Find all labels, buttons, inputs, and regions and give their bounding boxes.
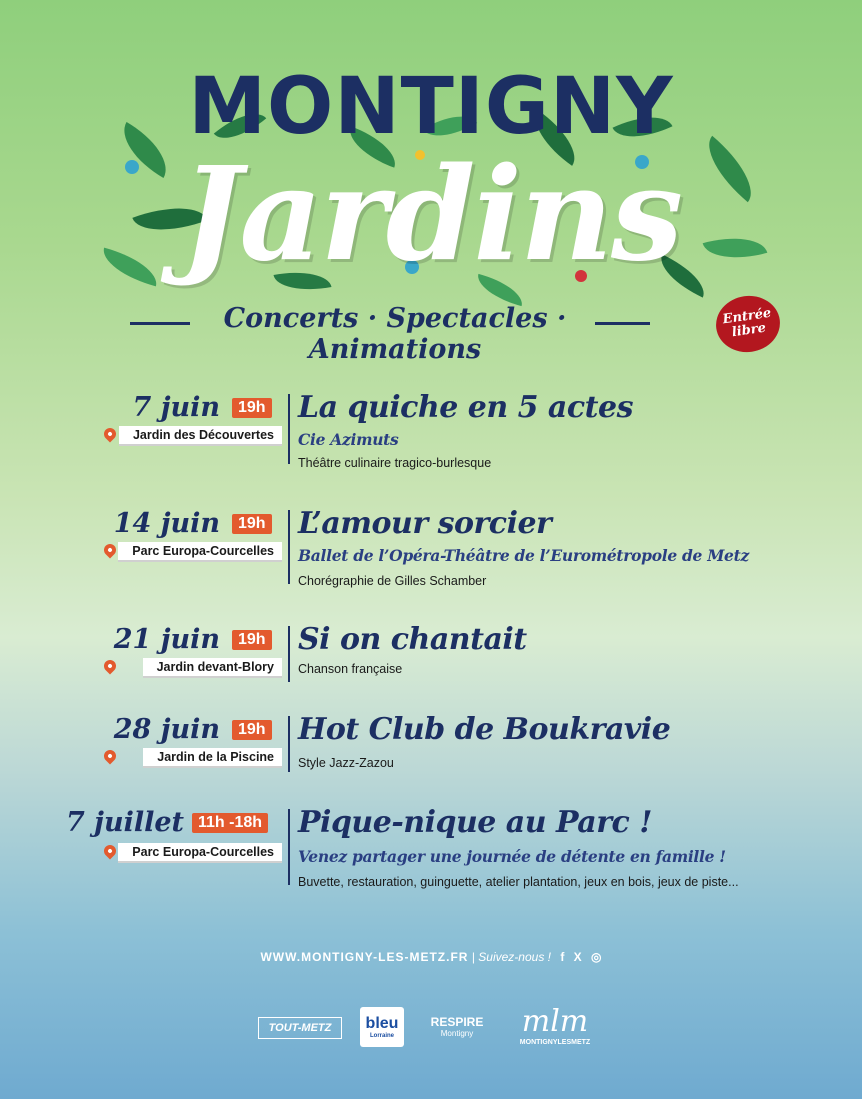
event-divider [288,510,290,584]
event-title: La quiche en 5 actes [298,390,633,425]
event-place: Jardin des Découvertes [119,426,282,446]
event-date: 7 juin [132,392,220,423]
location-pin-icon [102,843,119,860]
location-pin-icon [102,542,119,559]
subtitle: Concerts · Spectacles · Animations [223,303,567,365]
france-bleu-logo [360,1007,404,1047]
website-link[interactable]: WWW.MONTIGNY-LES-METZ.FR [260,950,469,964]
event-subtitle: Venez partager une journée de détente en famille ! [298,847,726,866]
event-item [0,390,862,480]
montigny-les-metz-logo [505,1005,605,1046]
event-date: 21 juin [113,624,220,655]
event-time: 19h [232,720,272,740]
main-title: MONTIGNY [188,62,674,152]
event-description: Style Jazz-Zazou [298,756,394,770]
footer-separator: | [471,950,475,964]
location-pin-icon [102,426,119,443]
respire-montigny-logo [424,1015,490,1038]
france-bleu-wordmark: bleu [365,1015,399,1032]
respire-wordmark: RESPIRE [430,1015,484,1029]
mlm-wordmark: MONTIGNYLESMETZ [519,1039,591,1046]
follow-text: Suivez-nous ! [478,950,551,964]
x-icon[interactable]: X [573,950,582,964]
location-pin-icon [102,658,119,675]
divider-left [130,322,190,325]
event-place: Jardin de la Piscine [143,748,282,768]
brand-title: Jardins [180,140,682,290]
event-divider [288,394,290,464]
partner-logos [0,1005,862,1065]
event-description: Buvette, restauration, guinguette, atelier plantation, jeux en bois, jeux de piste... [298,875,739,889]
event-subtitle: Cie Azimuts [298,430,399,449]
event-title: Hot Club de Boukravie [298,712,671,747]
location-pin-icon [102,748,119,765]
event-divider [288,626,290,682]
event-description: Chanson française [298,662,403,676]
france-bleu-region: Lorraine [369,1033,394,1039]
event-place: Parc Europa-Courcelles [118,843,282,863]
event-date: 28 juin [113,714,220,745]
instagram-icon[interactable]: ◎ [591,950,602,964]
divider-right [595,322,650,325]
event-item [0,622,862,682]
event-place: Parc Europa-Courcelles [118,542,282,562]
mlm-monogram: mlm [521,1004,589,1039]
event-title: L’amour sorcier [298,506,552,541]
event-subtitle: Ballet de l’Opéra-Théâtre de l’Eurométropole de Metz [298,546,749,565]
tout-metz-logo: TOUT-METZ [258,1017,342,1039]
free-entry-badge: Entrée libre [712,292,783,356]
event-time: 19h [232,398,272,418]
event-description: Théâtre culinaire tragico-burlesque [298,456,492,470]
event-divider [288,809,290,885]
footer-links [0,950,862,964]
event-item [0,506,862,596]
event-item [0,805,862,895]
event-title: Si on chantait [298,622,527,657]
event-divider [288,716,290,772]
respire-sub: Montigny [440,1029,474,1038]
event-date: 7 juillet [65,807,184,838]
facebook-icon[interactable]: f [560,950,565,964]
event-place: Jardin devant-Blory [143,658,282,678]
subtitle-row [130,303,650,365]
event-time: 19h [232,514,272,534]
event-date: 14 juin [113,508,220,539]
event-item [0,712,862,772]
event-description: Chorégraphie de Gilles Schamber [298,574,487,588]
event-time: 19h [232,630,272,650]
event-title: Pique-nique au Parc ! [298,805,652,840]
event-time: 11h -18h [192,813,268,833]
